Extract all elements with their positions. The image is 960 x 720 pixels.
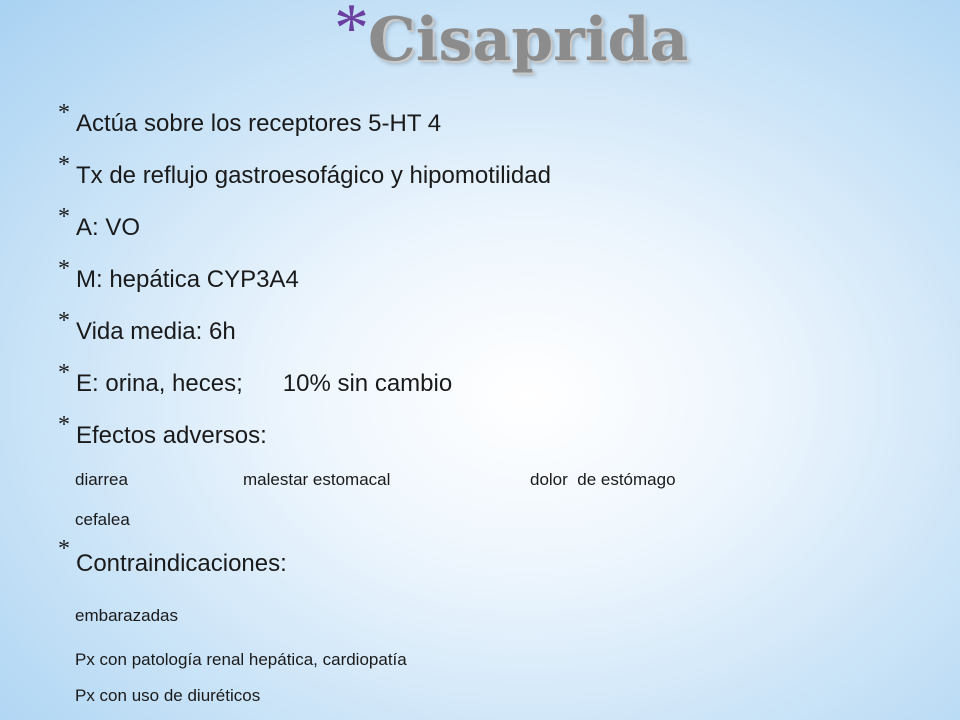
- adverse-effect-item: dolor de estómago: [530, 470, 676, 489]
- bullet-star-icon: *: [58, 360, 70, 386]
- bullet-star-icon: *: [58, 412, 70, 438]
- bullet-text: A: VO: [76, 214, 141, 241]
- bullet-star-icon: *: [58, 536, 70, 562]
- contraindications-heading: Contraindicaciones:: [76, 550, 287, 577]
- bullet-star-icon: *: [58, 256, 70, 282]
- bullet-text: Tx de reflujo gastroesofágico y hipomotilidad: [76, 162, 551, 189]
- bullet-text: E: orina, heces; 10% sin cambio: [76, 370, 453, 397]
- contraindication-item: Px con patología renal hepática, cardiopatía: [75, 650, 407, 669]
- adverse-effect-item: cefalea: [75, 510, 130, 529]
- title-star-icon: *: [334, 0, 369, 67]
- bullet-star-icon: *: [58, 100, 70, 126]
- title-area: [330, 0, 730, 90]
- contraindication-item: embarazadas: [75, 606, 179, 625]
- bullet-text: Vida media: 6h: [76, 318, 236, 345]
- bullet-text: M: hepática CYP3A4: [76, 266, 299, 293]
- slide-title: Cisaprida: [368, 5, 689, 75]
- adverse-effect-item: malestar estomacal: [243, 470, 391, 489]
- bullet-star-icon: *: [58, 308, 70, 334]
- bullet-text: Efectos adversos:: [76, 422, 267, 449]
- contraindication-item: Px con uso de diuréticos: [75, 686, 261, 705]
- bullet-text: Actúa sobre los receptores 5-HT 4: [76, 110, 442, 137]
- bullet-star-icon: *: [58, 152, 70, 178]
- bullet-star-icon: *: [58, 204, 70, 230]
- adverse-effect-item: diarrea: [75, 470, 128, 489]
